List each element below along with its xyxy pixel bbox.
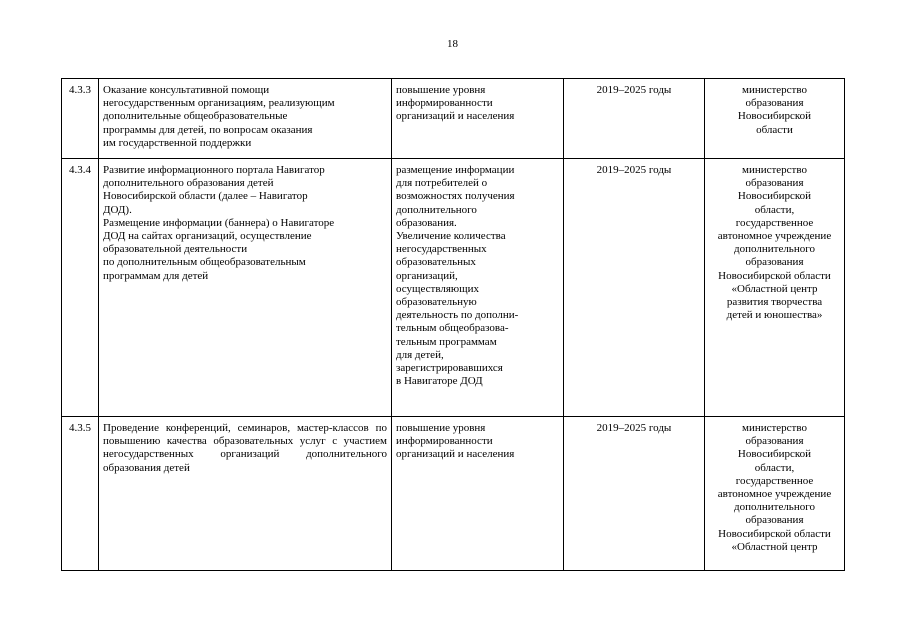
text-line: области, <box>754 461 795 474</box>
text-line: Новосибирской <box>737 110 812 123</box>
text-line: Увеличение количества <box>396 230 506 243</box>
item-number: 4.3.5 <box>62 417 99 571</box>
text-line: для детей, <box>396 348 444 361</box>
table-row <box>62 79 845 159</box>
responsible-executor <box>705 417 845 571</box>
text-line: повышение уровня <box>396 422 486 434</box>
text-line: образования. <box>396 216 457 229</box>
text-line: ДОД на сайтах организаций, осуществление <box>103 230 312 243</box>
text-line: образовательных <box>396 256 476 269</box>
text-line: Новосибирской области <box>718 269 831 282</box>
text-line: информированности <box>396 435 493 448</box>
text-line: министерство <box>741 164 807 176</box>
text-line: размещение информации <box>396 164 515 176</box>
text-line: по дополнительным общеобразовательным <box>103 256 306 269</box>
text-line: Новосибирской <box>737 190 812 203</box>
text-line: министерство <box>741 422 807 434</box>
text-line: в Навигаторе ДОД <box>396 375 483 388</box>
text-line: дополнительного <box>734 501 815 514</box>
text-line: осуществляющих <box>396 282 479 295</box>
table-row <box>62 417 845 571</box>
measures-table <box>61 78 845 571</box>
text-line: «Областной центр <box>731 540 818 553</box>
text-line: образования <box>745 256 804 269</box>
text-line: образования <box>745 177 804 190</box>
text-line: организаций, <box>396 269 458 282</box>
expected-result <box>392 159 564 417</box>
expected-result <box>392 417 564 571</box>
item-number: 4.3.4 <box>62 159 99 417</box>
text-line: детей и юношества» <box>726 309 823 322</box>
item-number: 4.3.3 <box>62 79 99 159</box>
text-line: Размещение информации (баннера) о Навигаторе <box>103 216 335 229</box>
responsible-executor <box>705 159 845 417</box>
text-line: Новосибирской области <box>718 527 831 540</box>
measure-name <box>99 79 392 159</box>
text-line: «Областной центр <box>731 282 818 295</box>
text-line: организаций и населения <box>396 448 515 461</box>
text-line: зарегистрировавшихся <box>396 362 503 375</box>
text-line: министерство <box>741 84 807 96</box>
text-line: возможностях получения <box>396 190 515 203</box>
responsible-executor <box>705 79 845 159</box>
text-line: программам для детей <box>103 269 209 282</box>
text-line: образования <box>745 435 804 448</box>
text-line: образовательную <box>396 296 477 309</box>
text-line: повышение уровня <box>396 84 486 96</box>
page-number: 18 <box>447 38 458 50</box>
implementation-period: 2019–2025 годы <box>564 417 705 571</box>
text-line: информированности <box>396 97 493 110</box>
text-line: образования <box>745 514 804 527</box>
text-line: негосударственным организациям, реализующим <box>103 97 335 110</box>
table-row <box>62 159 845 417</box>
text-line: дополнительного образования детей <box>103 177 274 190</box>
text-line: Новосибирской <box>737 448 812 461</box>
text-line: им государственной поддержки <box>103 136 252 149</box>
text-line: негосударственных <box>396 243 487 256</box>
text-line: Оказание консультативной помощи <box>103 84 270 96</box>
text-line: развития творчества <box>726 296 823 309</box>
implementation-period: 2019–2025 годы <box>564 159 705 417</box>
text-line: автономное учреждение <box>717 488 832 501</box>
measure-name <box>99 159 392 417</box>
text-line: автономное учреждение <box>717 230 832 243</box>
text-line: дополнительного <box>734 243 815 256</box>
expected-result <box>392 79 564 159</box>
text-line: образования <box>745 97 804 110</box>
text-line: Развитие информационного портала Навигатор <box>103 164 325 176</box>
text-line: тельным общеобразова- <box>396 322 509 335</box>
text-line: дополнительные общеобразовательные <box>103 110 288 123</box>
text-line: деятельность по дополни- <box>396 309 519 322</box>
measure-name: Проведение конференций, семинаров, мастер-классов по повышению качества образовательных услуг с участием негосударственных организаций дополнительного образования детей <box>99 417 392 571</box>
text-line: Новосибирской области (далее – Навигатор <box>103 190 308 203</box>
text-line: образовательной деятельности <box>103 243 248 256</box>
text-line: дополнительного <box>396 203 477 216</box>
text-line: тельным программам <box>396 335 497 348</box>
implementation-period: 2019–2025 годы <box>564 79 705 159</box>
text-line: организаций и населения <box>396 110 515 123</box>
text-line: области <box>756 123 793 136</box>
text-line: программы для детей, по вопросам оказания <box>103 123 313 136</box>
text-line: для потребителей о <box>396 177 488 190</box>
text-line: области, <box>754 203 795 216</box>
text-line: государственное <box>735 216 814 229</box>
text-line: ДОД). <box>103 203 132 216</box>
text-line: государственное <box>735 474 814 487</box>
